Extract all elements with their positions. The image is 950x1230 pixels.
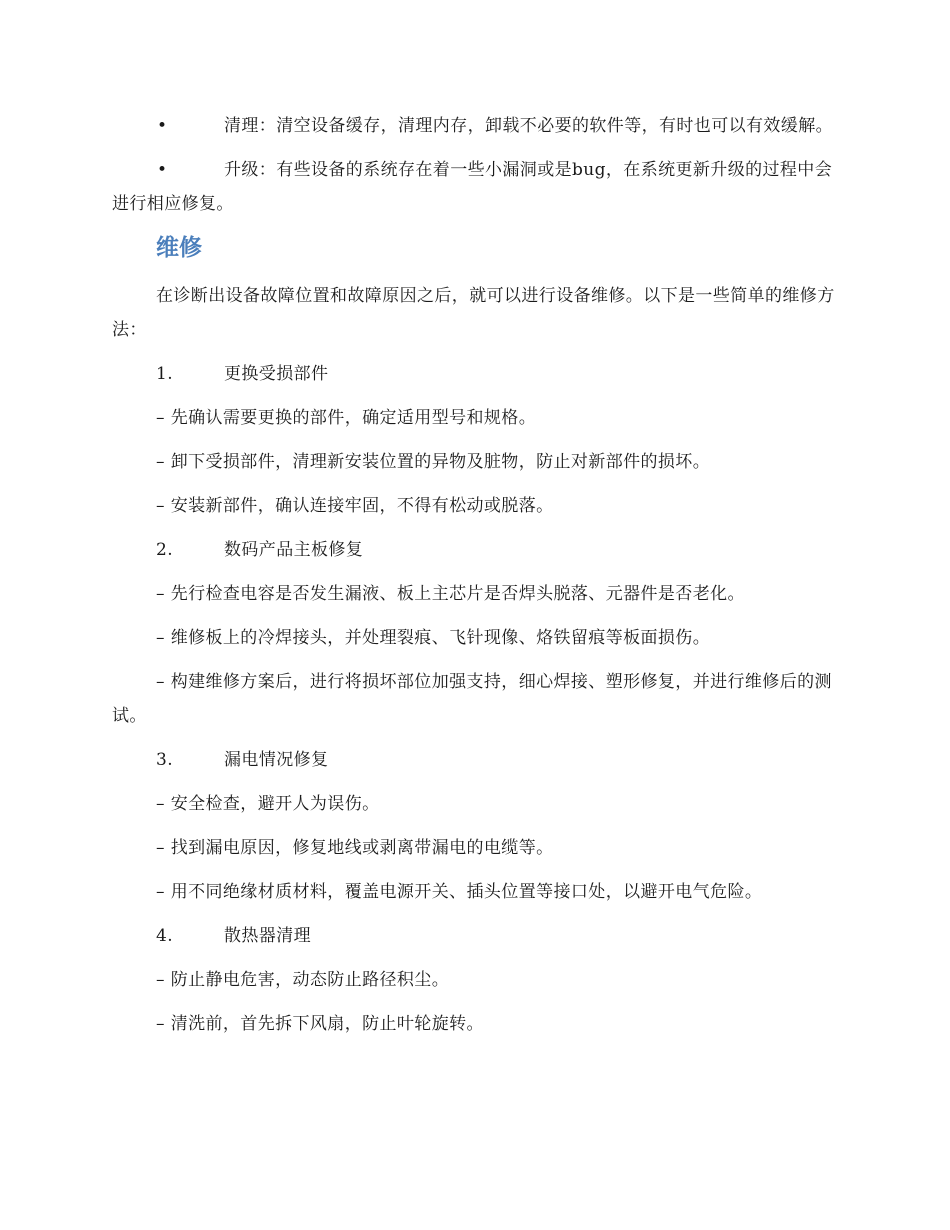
item-number: 3. [156,750,174,770]
document-body [112,109,840,1051]
item-3-step-1: – 安全检查，避开人为误伤。 [156,794,380,814]
item-title: 散热器清理 [224,926,311,946]
section-heading: 维修 [156,235,202,261]
item-1-title [112,357,840,391]
item-1-step-3: – 安装新部件，确认连接牢固，不得有松动或脱落。 [156,496,554,516]
section-intro: 在诊断出设备故障位置和故障原因之后，就可以进行设备维修。以下是一些简单的维修方法： [112,286,835,340]
bullet-upgrade [112,153,840,221]
item-3-step-2: – 找到漏电原因，修复地线或剥离带漏电的电缆等。 [156,838,554,858]
item-4-step-1: – 防止静电危害，动态防止路径积尘。 [156,970,450,990]
item-2-title [112,533,840,567]
item-number: 1. [156,364,174,384]
item-1-step-2: – 卸下受损部件，清理新安装位置的异物及脏物，防止对新部件的损坏。 [156,452,711,472]
item-number: 4. [156,926,174,946]
item-1-step-1: – 先确认需要更换的部件，确定适用型号和规格。 [156,408,537,428]
item-4-title [112,919,840,953]
bullet-text: 清理：清空设备缓存，清理内存，卸载不必要的软件等，有时也可以有效缓解。 [224,116,833,136]
bullet-mark: • [157,116,168,136]
bullet-clean [112,109,840,143]
item-title: 数码产品主板修复 [224,540,364,560]
item-title: 漏电情况修复 [224,750,329,770]
item-2-step-3: – 构建维修方案后，进行将损坏部位加强支持，细心焊接、塑形修复，并进行维修后的测试。 [112,672,832,726]
item-3-title [112,743,840,777]
item-2-step-1: – 先行检查电容是否发生漏液、板上主芯片是否焊头脱落、元器件是否老化。 [156,584,745,604]
item-4-step-2: – 清洗前，首先拆下风扇，防止叶轮旋转。 [156,1014,484,1034]
item-3-step-3: – 用不同绝缘材质材料，覆盖电源开关、插头位置等接口处，以避开电气危险。 [156,882,763,902]
bullet-mark: • [157,160,168,180]
item-number: 2. [156,540,174,560]
item-title: 更换受损部件 [224,364,329,384]
item-2-step-2: – 维修板上的冷焊接头，并处理裂痕、飞针现像、烙铁留痕等板面损伤。 [156,628,711,648]
bullet-text: 升级：有些设备的系统存在着一些小漏洞或是bug，在系统更新升级的过程中会进行相应修复。 [112,160,833,214]
